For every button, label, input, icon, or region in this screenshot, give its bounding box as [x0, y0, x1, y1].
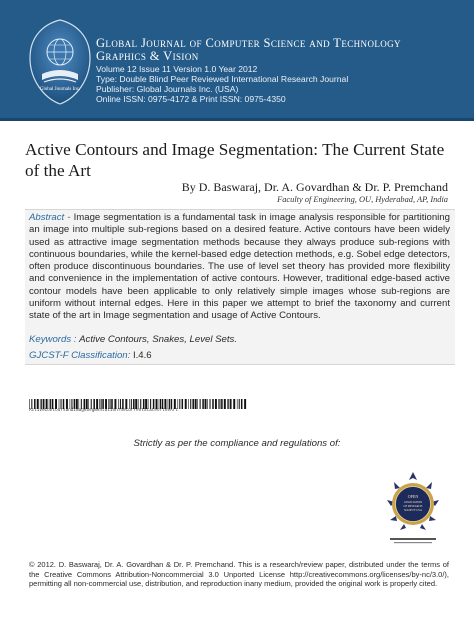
journal-issn: Online ISSN: 0975-4172 & Print ISSN: 0975-4350	[96, 94, 286, 104]
journal-publisher: Publisher: Global Journals Inc. (USA)	[96, 84, 239, 94]
journal-type: Type: Double Blind Peer Reviewed International Research Journal	[96, 74, 349, 84]
abstract-label: Abstract -	[29, 212, 71, 223]
svg-text:SOCIETY USA: SOCIETY USA	[404, 509, 422, 512]
journal-meta	[96, 64, 466, 104]
svg-text:OPEN: OPEN	[407, 494, 419, 499]
journal-title-line1: Global Journal of Computer Science and Technology	[96, 36, 401, 50]
svg-text:OF RESEARCH: OF RESEARCH	[403, 505, 423, 508]
paper-affiliation: Faculty of Engineering, OU, Hyderabad, AP, India	[277, 195, 448, 204]
paper-title: Active Contours and Image Segmentation: The Current State of the Art	[25, 140, 445, 180]
logo-text: Global Journals Inc.	[39, 87, 81, 92]
journal-volume: Volume 12 Issue 11 Version 1.0 Year 2012	[96, 64, 258, 74]
paper-authors: By D. Baswaraj, Dr. A. Govardhan & Dr. P. Premchand	[181, 180, 448, 194]
abstract-body: Image segmentation is a fundamental task in image analysis responsible for partitioning an image into multiple sub-regions based on a desired feature. Active contours have been widely used as attractive image segmentation methods because they always produce sub-regions with continuous boundaries, while the kernel-based edge detection methods, e.g. Sobel edge detectors, often produce discontinuous boundaries. The use of level set theory has provided more flexibility and convenience in the implementation of active contours. However, traditional edge-based active contour models have been applicable to only relatively simple images whose sub-regions are uniform without internal edges. Here in this paper we attempt to brief the taxonomy and current state of the art in Image segmentation and usage of Active Contours.	[29, 212, 450, 322]
copyright-notice: © 2012. D. Baswaraj, Dr. A. Govardhan & Dr. P. Premchand. This is a research/review paper, distributed under the terms of the Creative Commons Attribution-Noncommercial 3.0 Unported License http://creativecommons.org/licenses/by-nc/3.0/), permitting all non-commercial use, distribution, and reproduction inany medium, provided the original work is properly cited.	[29, 560, 449, 589]
header-divider	[0, 118, 474, 121]
compliance-statement: Strictly as per the compliance and regulations of:	[133, 438, 341, 449]
barcode-icon	[29, 399, 247, 409]
keywords	[29, 334, 449, 345]
keywords-label: Keywords :	[29, 334, 77, 345]
abstract	[29, 212, 450, 323]
classification-label: GJCST-F Classification:	[29, 350, 131, 361]
globe-book-icon	[26, 18, 94, 106]
classification	[29, 350, 449, 361]
journal-title	[96, 37, 466, 63]
barcode-text: ActiveContoursandImageSegmentationTheCurrentStateoftheArt	[29, 409, 178, 413]
keywords-value: Active Contours, Snakes, Level Sets.	[79, 334, 237, 345]
classification-value: I.4.6	[132, 350, 152, 361]
open-association-seal-icon	[384, 470, 442, 548]
journal-title-line2: Graphics & Vision	[96, 49, 199, 63]
svg-text:ASSOCIATION: ASSOCIATION	[403, 501, 423, 504]
